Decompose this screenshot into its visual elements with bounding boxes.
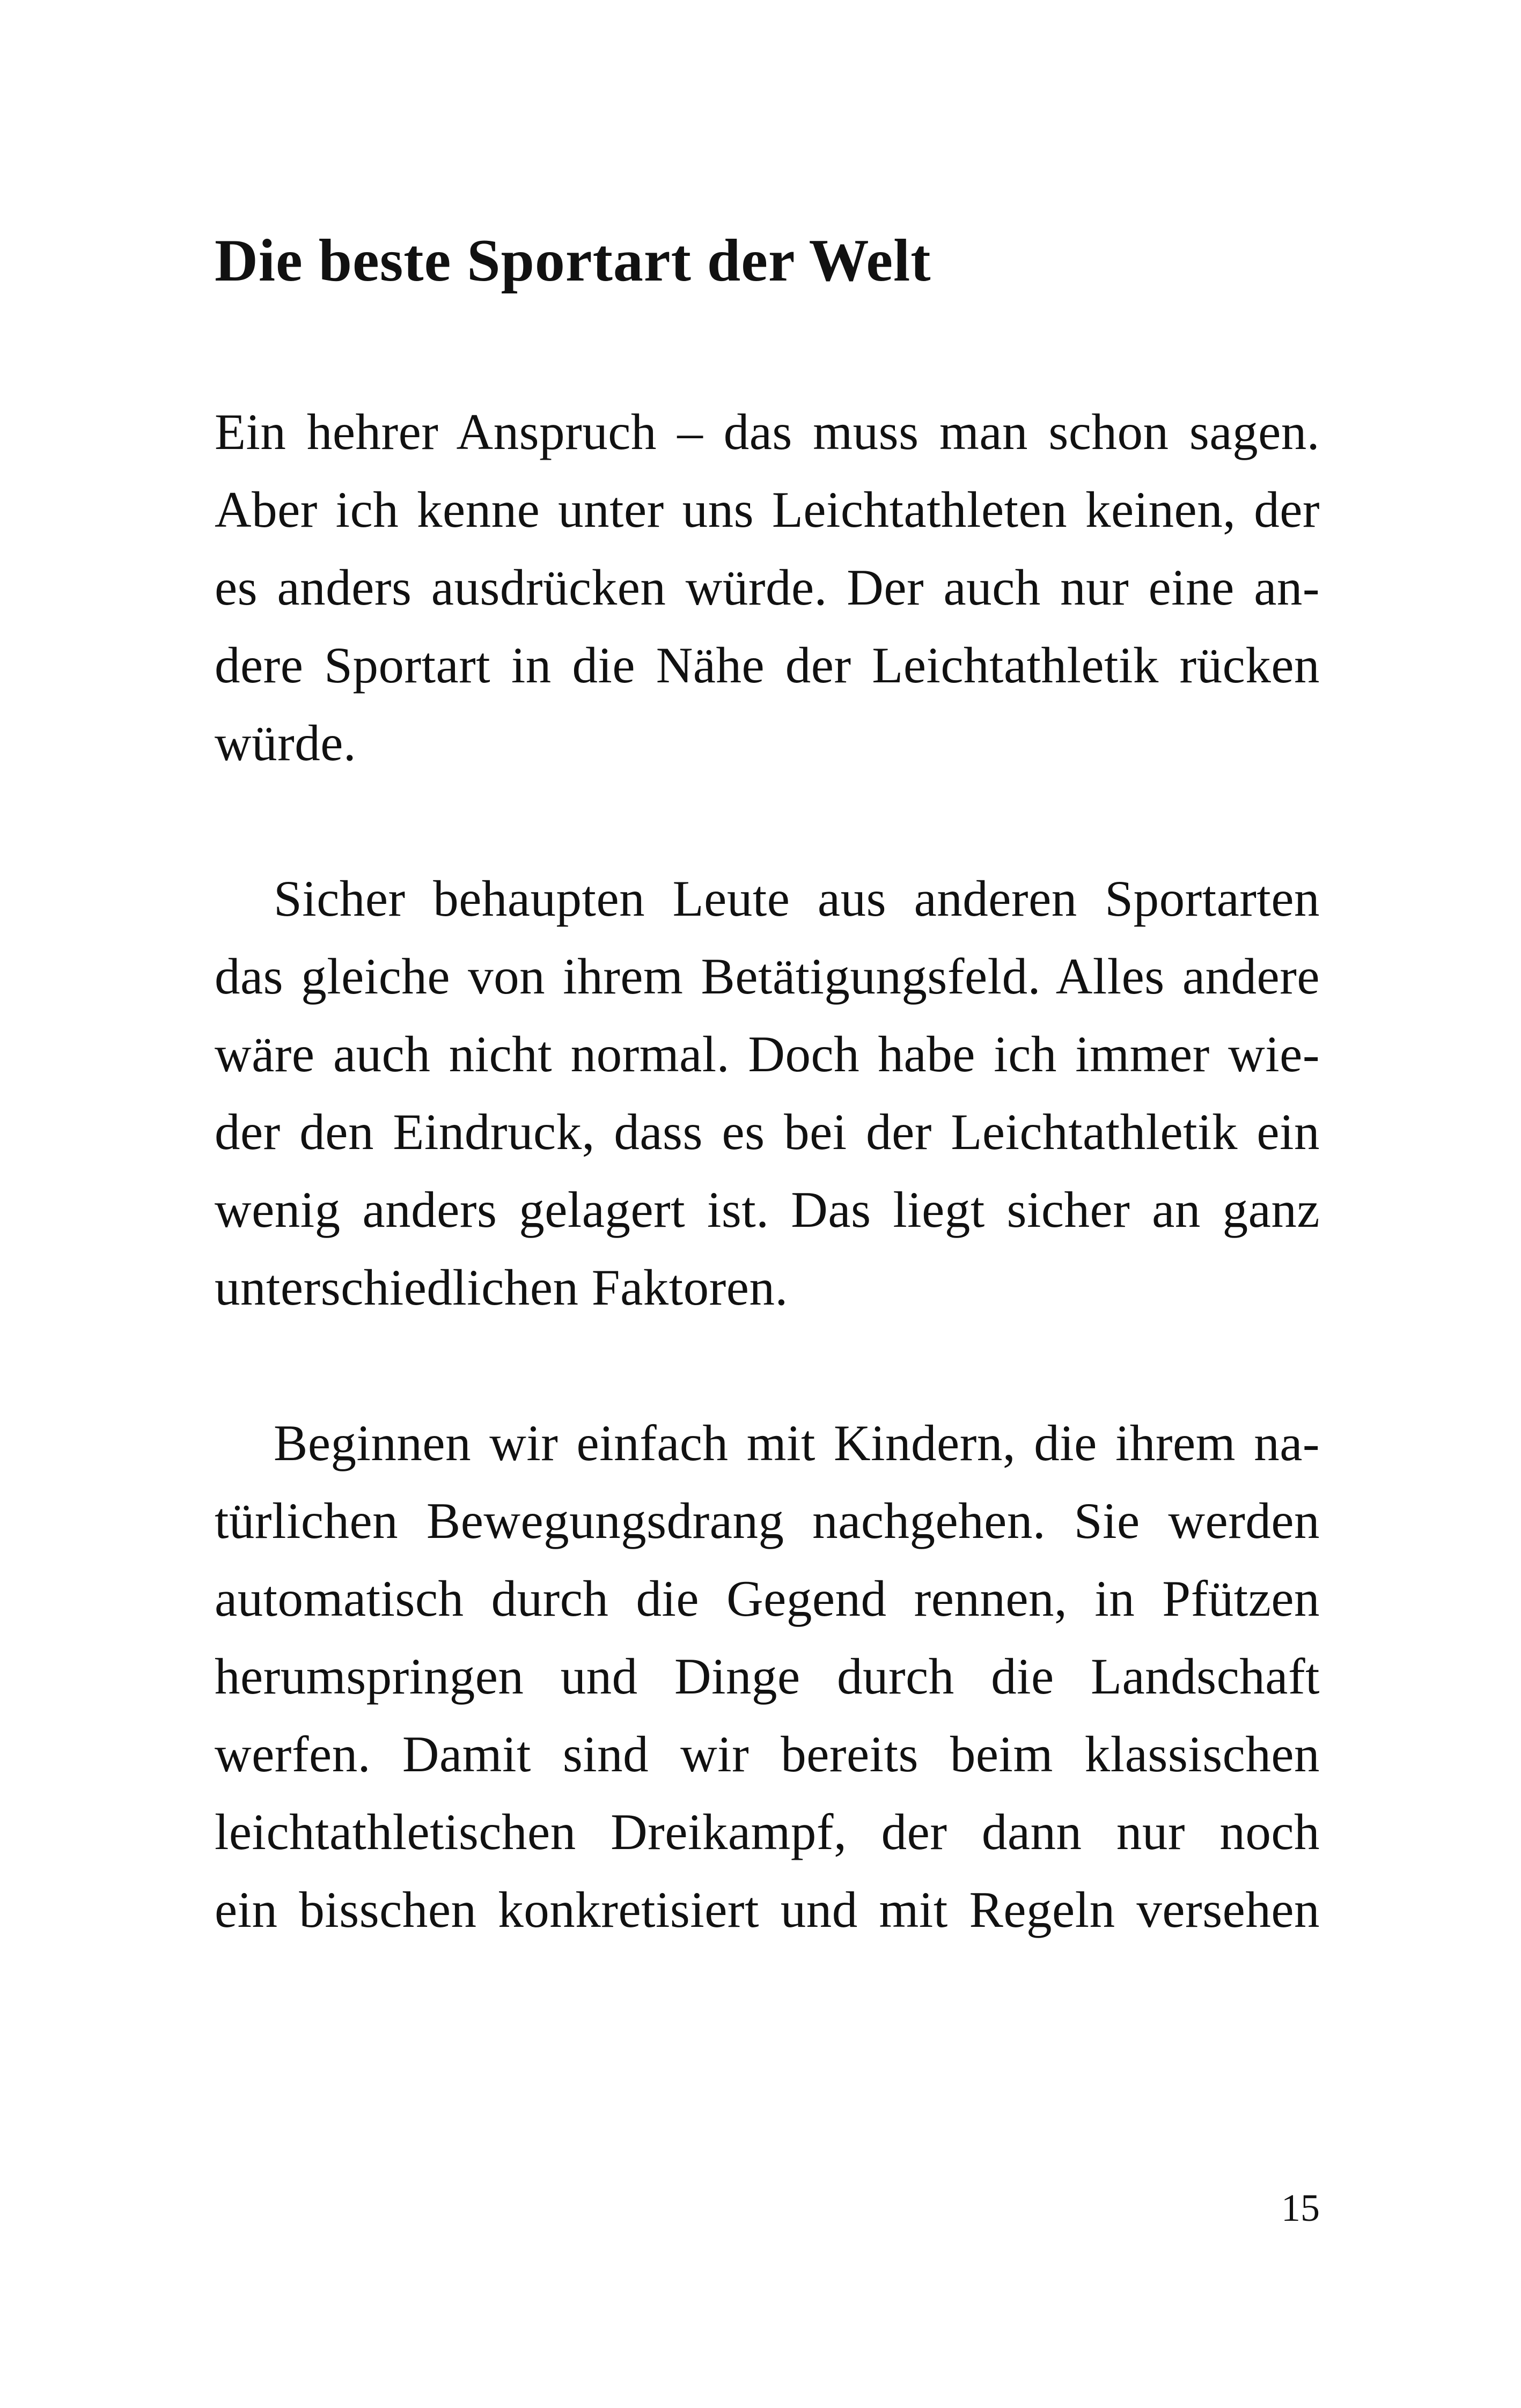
paragraph-1-line-1: Ein hehrer Anspruch – das muss man schon sagen.: [215, 403, 1320, 460]
paragraph-1-line-3: es anders ausdrücken würde. Der auch nur eine an-: [215, 559, 1320, 616]
paragraph-3-line-7: ein bisschen konkretisiert und mit Regeln versehen: [215, 1881, 1320, 1938]
paragraph-3-line-1: Beginnen wir einfach mit Kindern, die ihrem na-: [274, 1415, 1320, 1471]
paragraph-1-line-5: würde.: [215, 715, 357, 771]
paragraph-3-line-3: automatisch durch die Gegend rennen, in Pfützen: [215, 1570, 1320, 1627]
paragraph-3-line-5: werfen. Damit sind wir bereits beim klassischen: [215, 1726, 1320, 1783]
paragraph-1-line-2: Aber ich kenne unter uns Leichtathleten keinen, der: [215, 481, 1320, 538]
paragraph-2-line-2: das gleiche von ihrem Betätigungsfeld. Alles andere: [215, 948, 1320, 1005]
paragraph-2-line-3: wäre auch nicht normal. Doch habe ich immer wie-: [215, 1026, 1320, 1083]
paragraph-3-line-4: herumspringen und Dinge durch die Landschaft: [215, 1648, 1320, 1705]
paragraph-3-line-6: leichtathletischen Dreikampf, der dann nur noch: [215, 1803, 1320, 1860]
chapter-title: Die beste Sportart der Welt: [215, 227, 931, 294]
paragraph-1-line-4: dere Sportart in die Nähe der Leichtathletik rücken: [215, 637, 1320, 694]
paragraph-2-line-1: Sicher behaupten Leute aus anderen Sportarten: [274, 870, 1320, 927]
paragraph-3-line-2: türlichen Bewegungsdrang nachgehen. Sie werden: [215, 1492, 1320, 1549]
paragraph-2-line-6: unterschiedlichen Faktoren.: [215, 1259, 788, 1316]
paragraph-2-line-5: wenig anders gelagert ist. Das liegt sicher an ganz: [215, 1181, 1320, 1238]
page-number: 15: [1281, 2186, 1320, 2229]
paragraph-2-line-4: der den Eindruck, dass es bei der Leichtathletik ein: [215, 1103, 1320, 1160]
